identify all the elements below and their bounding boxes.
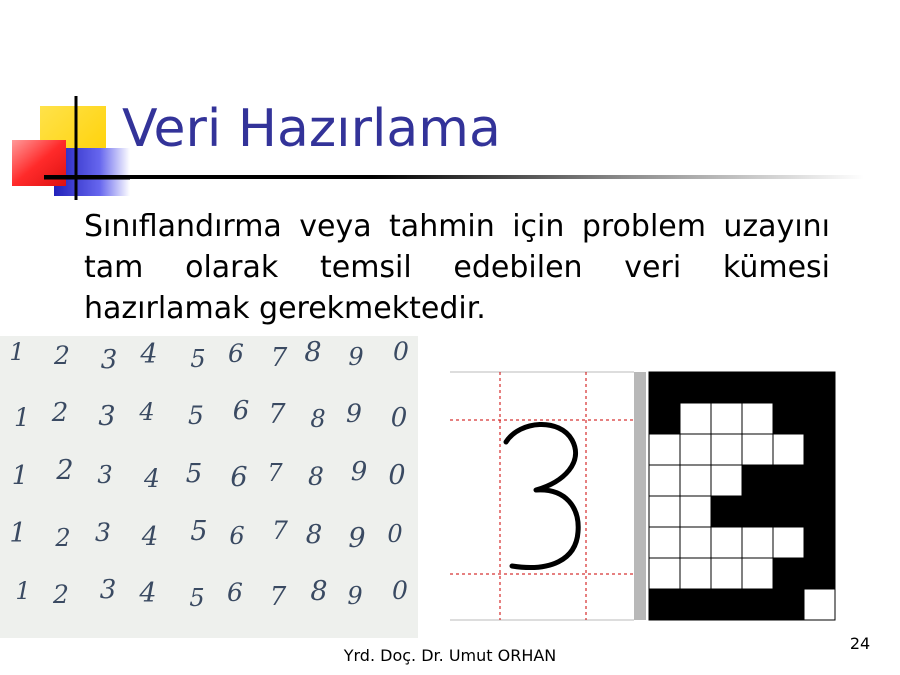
handwritten-digit: 8 (305, 520, 323, 550)
slide-page-number: 24 (849, 634, 871, 653)
handwritten-digit: 5 (189, 584, 205, 612)
handwritten-digit: 6 (227, 578, 243, 607)
pixel-cell (680, 589, 711, 620)
pixel-cell (680, 558, 711, 589)
pixel-cell (742, 496, 773, 527)
pixel-cell (742, 465, 773, 496)
slide-footer-author: Yrd. Doç. Dr. Umut ORHAN (343, 646, 557, 665)
handwritten-digit: 0 (393, 337, 409, 366)
pixel-cell (773, 403, 804, 434)
slide-title: Veri Hazırlama (122, 99, 501, 159)
pixel-cell (804, 496, 835, 527)
pixel-grid (649, 372, 835, 620)
handwritten-digit: 4 (141, 522, 159, 552)
handwritten-digit: 0 (390, 403, 408, 433)
handwritten-digit: 4 (139, 578, 157, 609)
pixel-cell (742, 403, 773, 434)
pixel-cell (773, 372, 804, 403)
handwritten-digit: 1 (15, 577, 31, 605)
pixel-cell (680, 403, 711, 434)
handwritten-digit: 0 (388, 460, 406, 491)
pixel-cell (773, 496, 804, 527)
handwritten-digit: 7 (272, 516, 288, 545)
pixel-cell (711, 434, 742, 465)
handwritten-digit: 0 (387, 520, 403, 548)
pixel-cell (649, 496, 680, 527)
pixel-cell (711, 527, 742, 558)
pixel-cell (680, 465, 711, 496)
pixel-cell (680, 527, 711, 558)
slide-body-text: Sınıflandırma veya tahmin için problem uzayını tam olarak temsil edebilen veri kümesi hazırlamak gerekmektedir. (84, 209, 830, 326)
pixel-cell (804, 527, 835, 558)
handwritten-digit: 9 (348, 343, 364, 371)
pixel-cell (742, 372, 773, 403)
pixel-cell (742, 558, 773, 589)
pixel-cell (711, 403, 742, 434)
handwritten-digit: 3 (99, 575, 117, 605)
pixel-cell (804, 589, 835, 620)
handwritten-digit: 5 (190, 516, 208, 547)
handwritten-digit: 9 (348, 523, 366, 554)
handwritten-digit: 1 (9, 338, 25, 366)
pixel-cell (773, 589, 804, 620)
pixel-cell (649, 403, 680, 434)
pixel-cell (649, 527, 680, 558)
handwritten-digit: 9 (347, 582, 363, 610)
handwritten-digit: 6 (230, 462, 248, 493)
handwritten-digit: 3 (95, 518, 111, 547)
pixel-cell (742, 434, 773, 465)
handwritten-digit: 2 (54, 341, 70, 370)
title-underline (44, 175, 864, 179)
handwritten-digit: 7 (267, 459, 283, 487)
pixel-cell (773, 527, 804, 558)
pixel-cell (680, 434, 711, 465)
handwritten-digit: 9 (350, 457, 368, 487)
pixel-cell (742, 589, 773, 620)
title-decoration (10, 96, 130, 206)
pixel-cell (773, 465, 804, 496)
handwritten-digit: 3 (97, 461, 113, 489)
handwritten-digit: 2 (53, 580, 69, 609)
handwritten-digit: 6 (232, 396, 250, 426)
pixel-cell (680, 372, 711, 403)
digit-three-illustration (450, 370, 840, 622)
handwritten-digit: 4 (139, 398, 155, 426)
pixel-cell (773, 434, 804, 465)
pixel-cell (804, 403, 835, 434)
handwritten-digit: 8 (310, 576, 328, 607)
pixel-cell (711, 589, 742, 620)
pixel-cell (711, 496, 742, 527)
pixel-cell (711, 558, 742, 589)
handwritten-digit: 1 (11, 461, 29, 491)
handwritten-digit: 9 (346, 399, 362, 428)
pixel-cell (804, 434, 835, 465)
handwritten-digit: 2 (56, 455, 74, 486)
pixel-cell (649, 589, 680, 620)
pixel-cell (804, 465, 835, 496)
pixel-cell (773, 558, 804, 589)
handwritten-digits-image (0, 336, 418, 638)
sketch-panel (450, 372, 646, 620)
handwritten-digit: 1 (14, 403, 30, 432)
handwritten-digit: 2 (51, 398, 69, 428)
handwritten-digit: 8 (304, 337, 322, 368)
handwritten-digit: 4 (144, 464, 160, 493)
pixel-cell (711, 372, 742, 403)
handwritten-digit: 3 (98, 401, 116, 432)
handwritten-digit: 5 (188, 401, 204, 430)
pixel-cell (680, 496, 711, 527)
handwritten-digit: 5 (185, 459, 203, 489)
handwritten-digit: 7 (269, 582, 287, 612)
handwritten-digit: 3 (100, 345, 118, 375)
handwritten-digit: 4 (140, 339, 158, 370)
handwritten-digit: 5 (190, 345, 206, 373)
pixel-cell (649, 434, 680, 465)
handwritten-digit: 2 (55, 524, 71, 552)
pixel-cell (804, 372, 835, 403)
pixel-cell (804, 558, 835, 589)
handwritten-digit: 6 (228, 339, 244, 368)
handwritten-digit: 0 (392, 576, 408, 605)
handwritten-digit: 1 (9, 518, 27, 549)
pixel-cell (649, 558, 680, 589)
pixel-cell (742, 527, 773, 558)
handwritten-digit: 7 (270, 343, 288, 373)
pixel-cell (711, 465, 742, 496)
pixel-cell (649, 465, 680, 496)
handwritten-digit: 6 (229, 522, 245, 550)
pixel-cell (649, 372, 680, 403)
handwritten-digit: 8 (310, 405, 326, 433)
handwritten-digit: 7 (268, 399, 286, 430)
handwritten-digit: 8 (308, 462, 324, 491)
